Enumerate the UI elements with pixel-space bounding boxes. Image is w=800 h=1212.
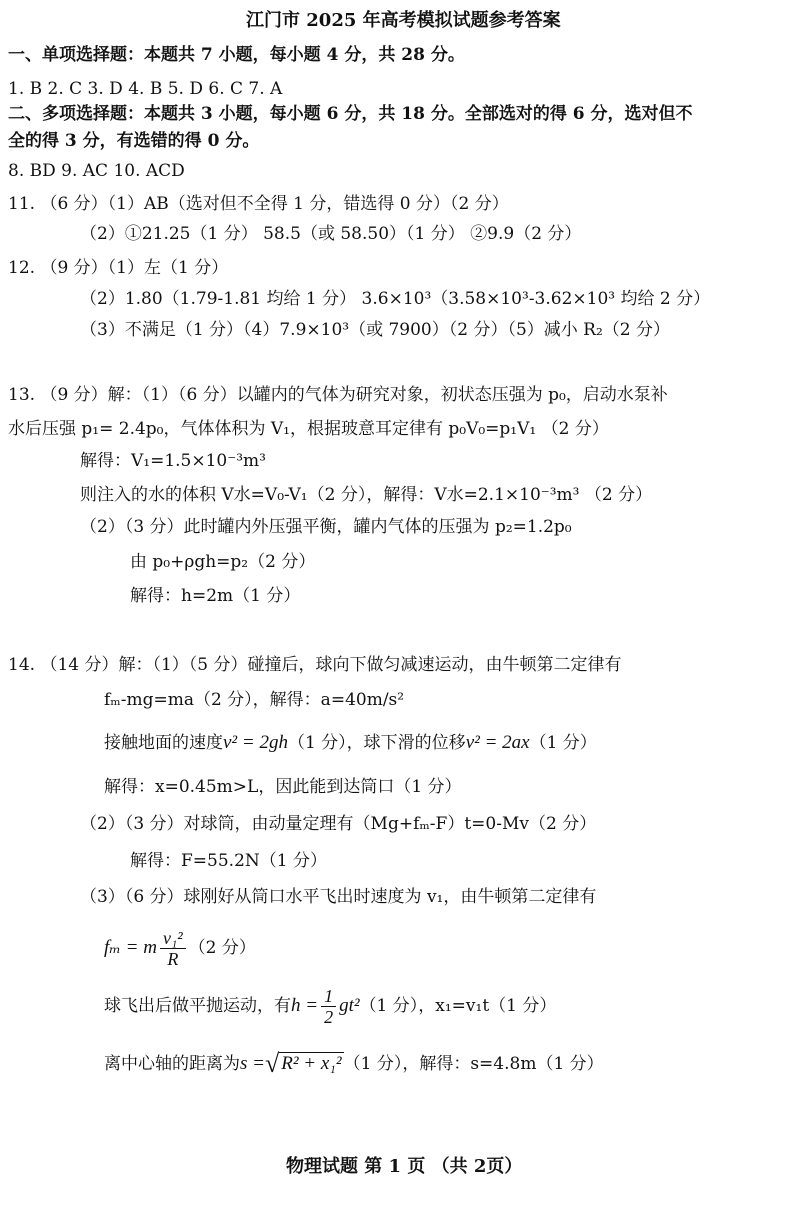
q14-line9-text-b: （1 分），x₁=v₁t（1 分） [359, 996, 557, 1016]
q14-line3-text-c: （1 分） [529, 733, 597, 753]
q14-line10-text-b: （1 分），解得：s=4.8m（1 分） [343, 1054, 604, 1074]
q13-line3: 解得：V₁=1.5×10⁻³m³ [80, 451, 266, 471]
section1-answers: 1. B 2. C 3. D 4. B 5. D 6. C 7. A [8, 79, 283, 99]
q14-distance-radicand: R² + x₁² [281, 1053, 342, 1074]
q11-line1: 11. （6 分）（1）AB（选对但不全得 1 分，错选得 0 分）（2 分） [8, 194, 509, 214]
q14-centripetal-denominator: R [167, 949, 179, 969]
q12-line1: 12. （9 分）（1）左（1 分） [8, 258, 229, 278]
q11-line2: （2）①21.25（1 分） 58.5（或 58.50）（1 分） ②9.9（2 分） [80, 224, 582, 244]
q14-projectile-rhs: gt² [339, 995, 360, 1016]
q14-projectile-numerator: 1 [321, 986, 336, 1007]
q14-line3-text-b: （1 分），球下滑的位移 [287, 733, 466, 753]
q14-line3-text-a: 接触地面的速度 [104, 733, 223, 753]
page-footer: 物理试题 第 1 页 （共 2页） [286, 1156, 523, 1177]
q12-line2: （2）1.80（1.79-1.81 均给 1 分） 3.6×10³（3.58×10³-3.62×10³ 均给 2 分） [80, 289, 711, 309]
q14-line5: （2）（3 分）对球筒，由动量定理有（Mg+fₘ-F）t=0-Mv（2 分） [80, 814, 597, 834]
q12-line3: （3）不满足（1 分）（4）7.9×10³（或 7900）（2 分）（5）减小 R₂（2 分） [80, 320, 671, 340]
section2-answers: 8. BD 9. AC 10. ACD [8, 161, 185, 181]
q14-projectile-fraction [321, 986, 336, 1027]
q14-distance-lhs: s = [240, 1053, 265, 1074]
q14-velocity-formula: v² = 2gh [223, 732, 288, 753]
q14-displacement-formula: v² = 2ax [465, 732, 530, 753]
q14-line3 [104, 732, 597, 754]
q13-line2: 水后压强 p₁= 2.4p₀，气体体积为 V₁，根据玻意耳定律有 p₀V₀=p₁V₁ （2 分） [8, 419, 609, 439]
q14-centripetal-numerator: v₁² [160, 928, 186, 949]
q13-line1: 13. （9 分）解：（1）（6 分）以罐内的气体为研究对象，初状态压强为 p₀，启动水泵补 [8, 385, 668, 405]
q14-line8-score: （2 分） [188, 938, 256, 958]
q13-line7: 解得：h=2m（1 分） [130, 586, 301, 606]
q13-line4: 则注入的水的体积 V水=V₀-V₁（2 分），解得：V水=2.1×10⁻³m³ （2 分） [80, 485, 653, 505]
section2-header-line1: 二、多项选择题：本题共 3 小题，每小题 6 分，共 18 分。全部选对的得 6 分，选对但不 [8, 104, 693, 124]
q14-line9-text-a: 球飞出后做平抛运动，有 [104, 996, 291, 1016]
q14-centripetal-lhs: fₘ = m [104, 937, 157, 958]
q14-line7: （3）（6 分）球刚好从筒口水平飞出时速度为 v₁，由牛顿第二定律有 [80, 887, 597, 907]
q14-projectile-lhs: h = [291, 995, 319, 1016]
page-title: 江门市 2025 年高考模拟试题参考答案 [246, 10, 561, 31]
q14-line10 [104, 1046, 604, 1082]
section1-header: 一、单项选择题：本题共 7 小题，每小题 4 分，共 28 分。 [8, 45, 465, 65]
sqrt-radical-icon: √ [264, 1049, 280, 1078]
q13-line6: 由 p₀+ρgh=p₂（2 分） [130, 552, 316, 572]
q14-distance-sqrt [265, 1046, 344, 1082]
q14-line6: 解得：F=55.2N（1 分） [130, 851, 327, 871]
q14-centripetal-fraction [160, 928, 186, 969]
q14-projectile-denominator: 2 [324, 1007, 334, 1027]
q14-line1: 14. （14 分）解：（1）（5 分）碰撞后，球向下做匀减速运动，由牛顿第二定律有 [8, 655, 622, 675]
section2-header-line2: 全的得 3 分，有选错的得 0 分。 [8, 131, 260, 151]
q14-line2: fₘ-mg=ma（2 分），解得：a=40m/s² [104, 690, 405, 710]
q14-line9 [104, 983, 556, 1029]
q14-line8 [104, 925, 256, 971]
q14-line4: 解得：x=0.45m>L，因此能到达筒口（1 分） [104, 777, 462, 797]
q14-line10-text-a: 离中心轴的距离为 [104, 1054, 240, 1074]
q13-line5: （2）（3 分）此时罐内外压强平衡，罐内气体的压强为 p₂=1.2p₀ [80, 517, 572, 537]
